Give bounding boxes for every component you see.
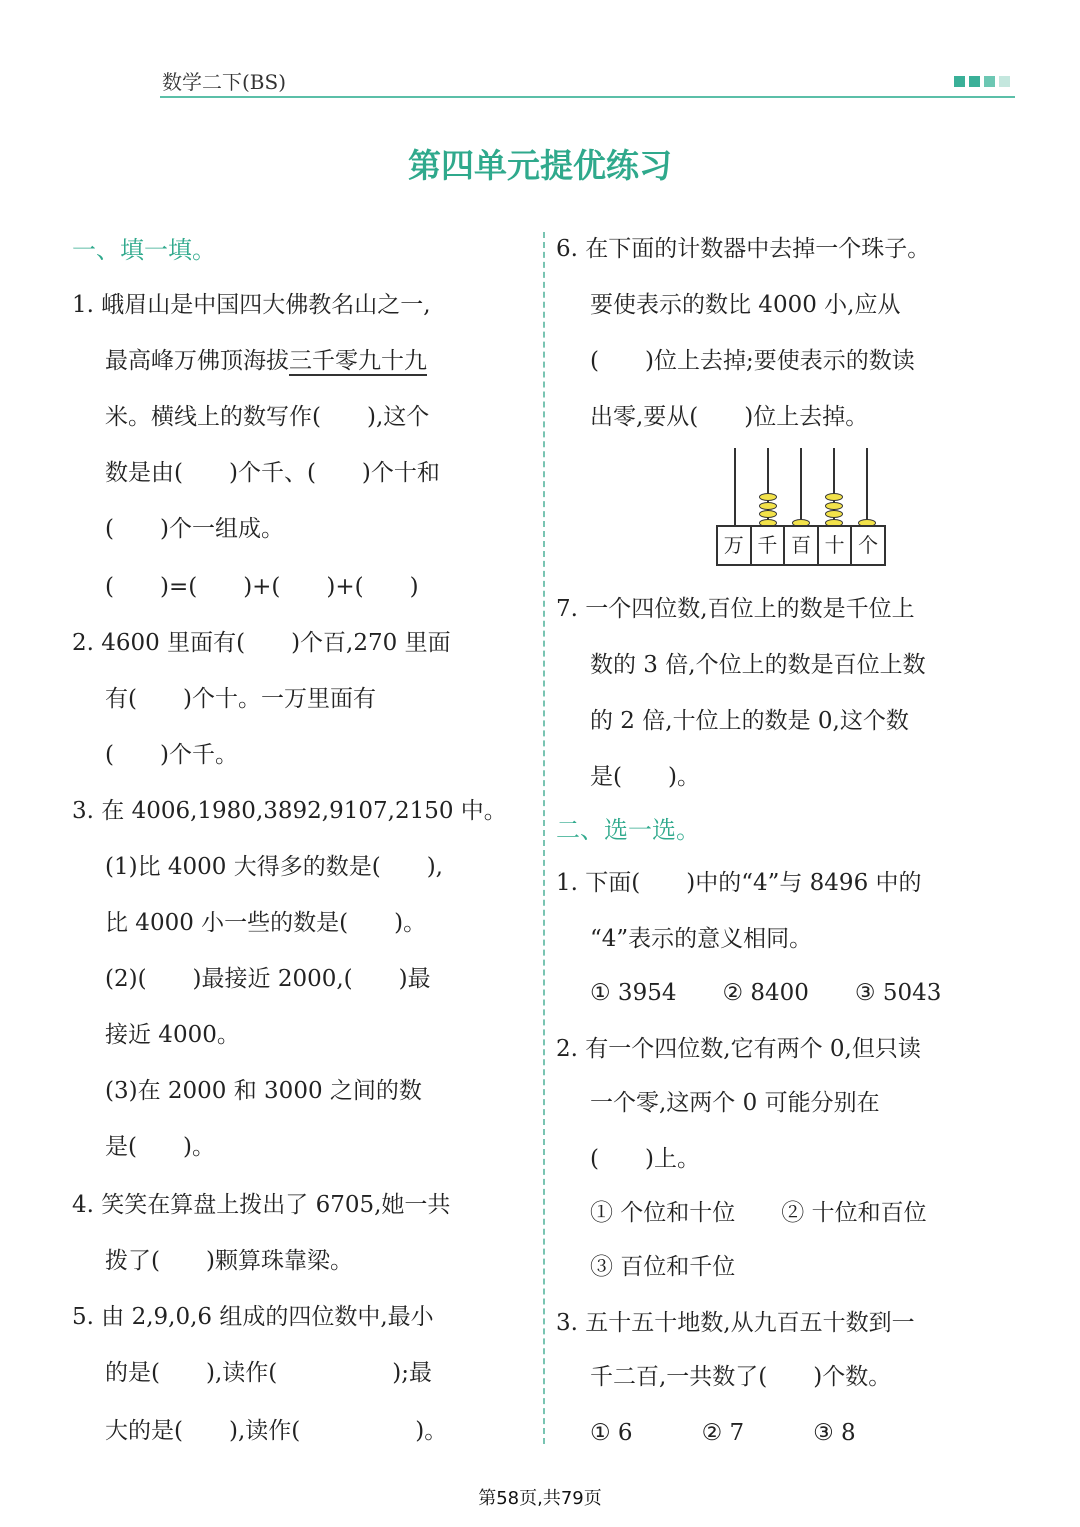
q4-line2: 拨了( )颗算珠靠梁。 (105, 1248, 353, 1274)
q6-line2: 要使表示的数比 4000 小,应从 (590, 292, 901, 318)
q5-line1: 5. 由 2,9,0,6 组成的四位数中,最小 (72, 1304, 434, 1330)
header-title: 数学二下(BS) (162, 70, 287, 94)
q7-line2: 数的 3 倍,个位上的数是百位上数 (590, 652, 926, 678)
q6-line3: ( )位上去掉;要使表示的数读 (590, 348, 915, 374)
q7-line3: 的 2 倍,十位上的数是 0,这个数 (590, 708, 909, 734)
header-blocks (954, 76, 1010, 87)
abacus-rod (734, 448, 736, 527)
q1-line2-text: 最高峰万佛顶海拔 (105, 348, 289, 374)
q1-line5: ( )个一组成。 (105, 516, 284, 542)
header-block (954, 76, 965, 87)
q6-line4: 出零,要从( )位上去掉。 (590, 404, 869, 430)
c1-options: ① 3954 ② 8400 ③ 5043 (590, 980, 942, 1006)
q1-line1: 1. 峨眉山是中国四大佛教名山之一, (72, 292, 431, 318)
abacus-bead (825, 493, 843, 501)
header-block (984, 76, 995, 87)
c1-line1: 1. 下面( )中的“4”与 8496 中的 (556, 870, 922, 896)
column-divider (543, 232, 545, 1444)
c3-line1: 3. 五十五十地数,从九百五十数到一 (556, 1310, 915, 1336)
abacus-bead (825, 502, 843, 510)
q2-line2: 有( )个十。一万里面有 (105, 686, 376, 712)
q3-line6: (3)在 2000 和 3000 之间的数 (105, 1078, 422, 1104)
q5-line3: 大的是( ),读作( )。 (105, 1418, 448, 1444)
q6-line1: 6. 在下面的计数器中去掉一个珠子。 (556, 236, 931, 262)
q1-line3: 米。横线上的数写作( ),这个 (105, 404, 430, 430)
abacus-bead (759, 510, 777, 518)
c2-options2: ③ 百位和千位 (590, 1254, 736, 1280)
q7-line4: 是( )。 (590, 764, 700, 790)
header-block (999, 76, 1010, 87)
q1-line2 (105, 342, 427, 375)
q3-line4: (2)( )最接近 2000,( )最 (105, 966, 431, 992)
place-label-qian: 千 (752, 527, 786, 564)
place-label-shi: 十 (819, 527, 853, 564)
c3-line2: 千二百,一共数了( )个数。 (590, 1364, 892, 1390)
c2-options1: ① 个位和十位 ② 十位和百位 (590, 1200, 927, 1226)
q2-line3: ( )个千。 (105, 742, 238, 768)
counter-abacus (716, 448, 886, 566)
place-label-wan: 万 (718, 527, 752, 564)
q1-underlined-number: 三千零九十九 (289, 348, 427, 374)
abacus-rod (866, 448, 868, 527)
q3-line7: 是( )。 (105, 1134, 215, 1160)
section-choose: 二、选一选。 (556, 816, 700, 844)
q5-line2: 的是( ),读作( );最 (105, 1360, 432, 1386)
page-heading: 第四单元提优练习 (408, 146, 672, 185)
c1-line2: “4”表示的意义相同。 (590, 926, 813, 952)
abacus-bead (759, 493, 777, 501)
abacus-bead (825, 510, 843, 518)
abacus-rod (800, 448, 802, 527)
q3-line2: (1)比 4000 大得多的数是( ), (105, 854, 443, 880)
q4-line1: 4. 笑笑在算盘上拨出了 6705,她一共 (72, 1192, 451, 1218)
header-block (969, 76, 980, 87)
section-fill-in: 一、填一填。 (72, 236, 216, 264)
abacus-place-labels (716, 525, 886, 566)
abacus-bead (759, 502, 777, 510)
header-rule (160, 96, 1015, 98)
page-footer: 第58页,共79页 (478, 1488, 602, 1509)
c2-line2: 一个零,这两个 0 可能分别在 (590, 1090, 880, 1116)
q1-line6: ( )=( )+( )+( ) (105, 574, 419, 600)
q3-line1: 3. 在 4006,1980,3892,9107,2150 中。 (72, 798, 507, 824)
q2-line1: 2. 4600 里面有( )个百,270 里面 (72, 630, 451, 656)
c2-line1: 2. 有一个四位数,它有两个 0,但只读 (556, 1036, 921, 1062)
c3-options: ① 6 ② 7 ③ 8 (590, 1420, 856, 1446)
q3-line3: 比 4000 小一些的数是( )。 (105, 910, 427, 936)
q1-line4: 数是由( )个千、( )个十和 (105, 460, 440, 486)
place-label-bai: 百 (785, 527, 819, 564)
c2-line3: ( )上。 (590, 1146, 700, 1172)
q3-line5: 接近 4000。 (105, 1022, 240, 1048)
q7-line1: 7. 一个四位数,百位上的数是千位上 (556, 596, 915, 622)
place-label-ge: 个 (858, 533, 879, 557)
